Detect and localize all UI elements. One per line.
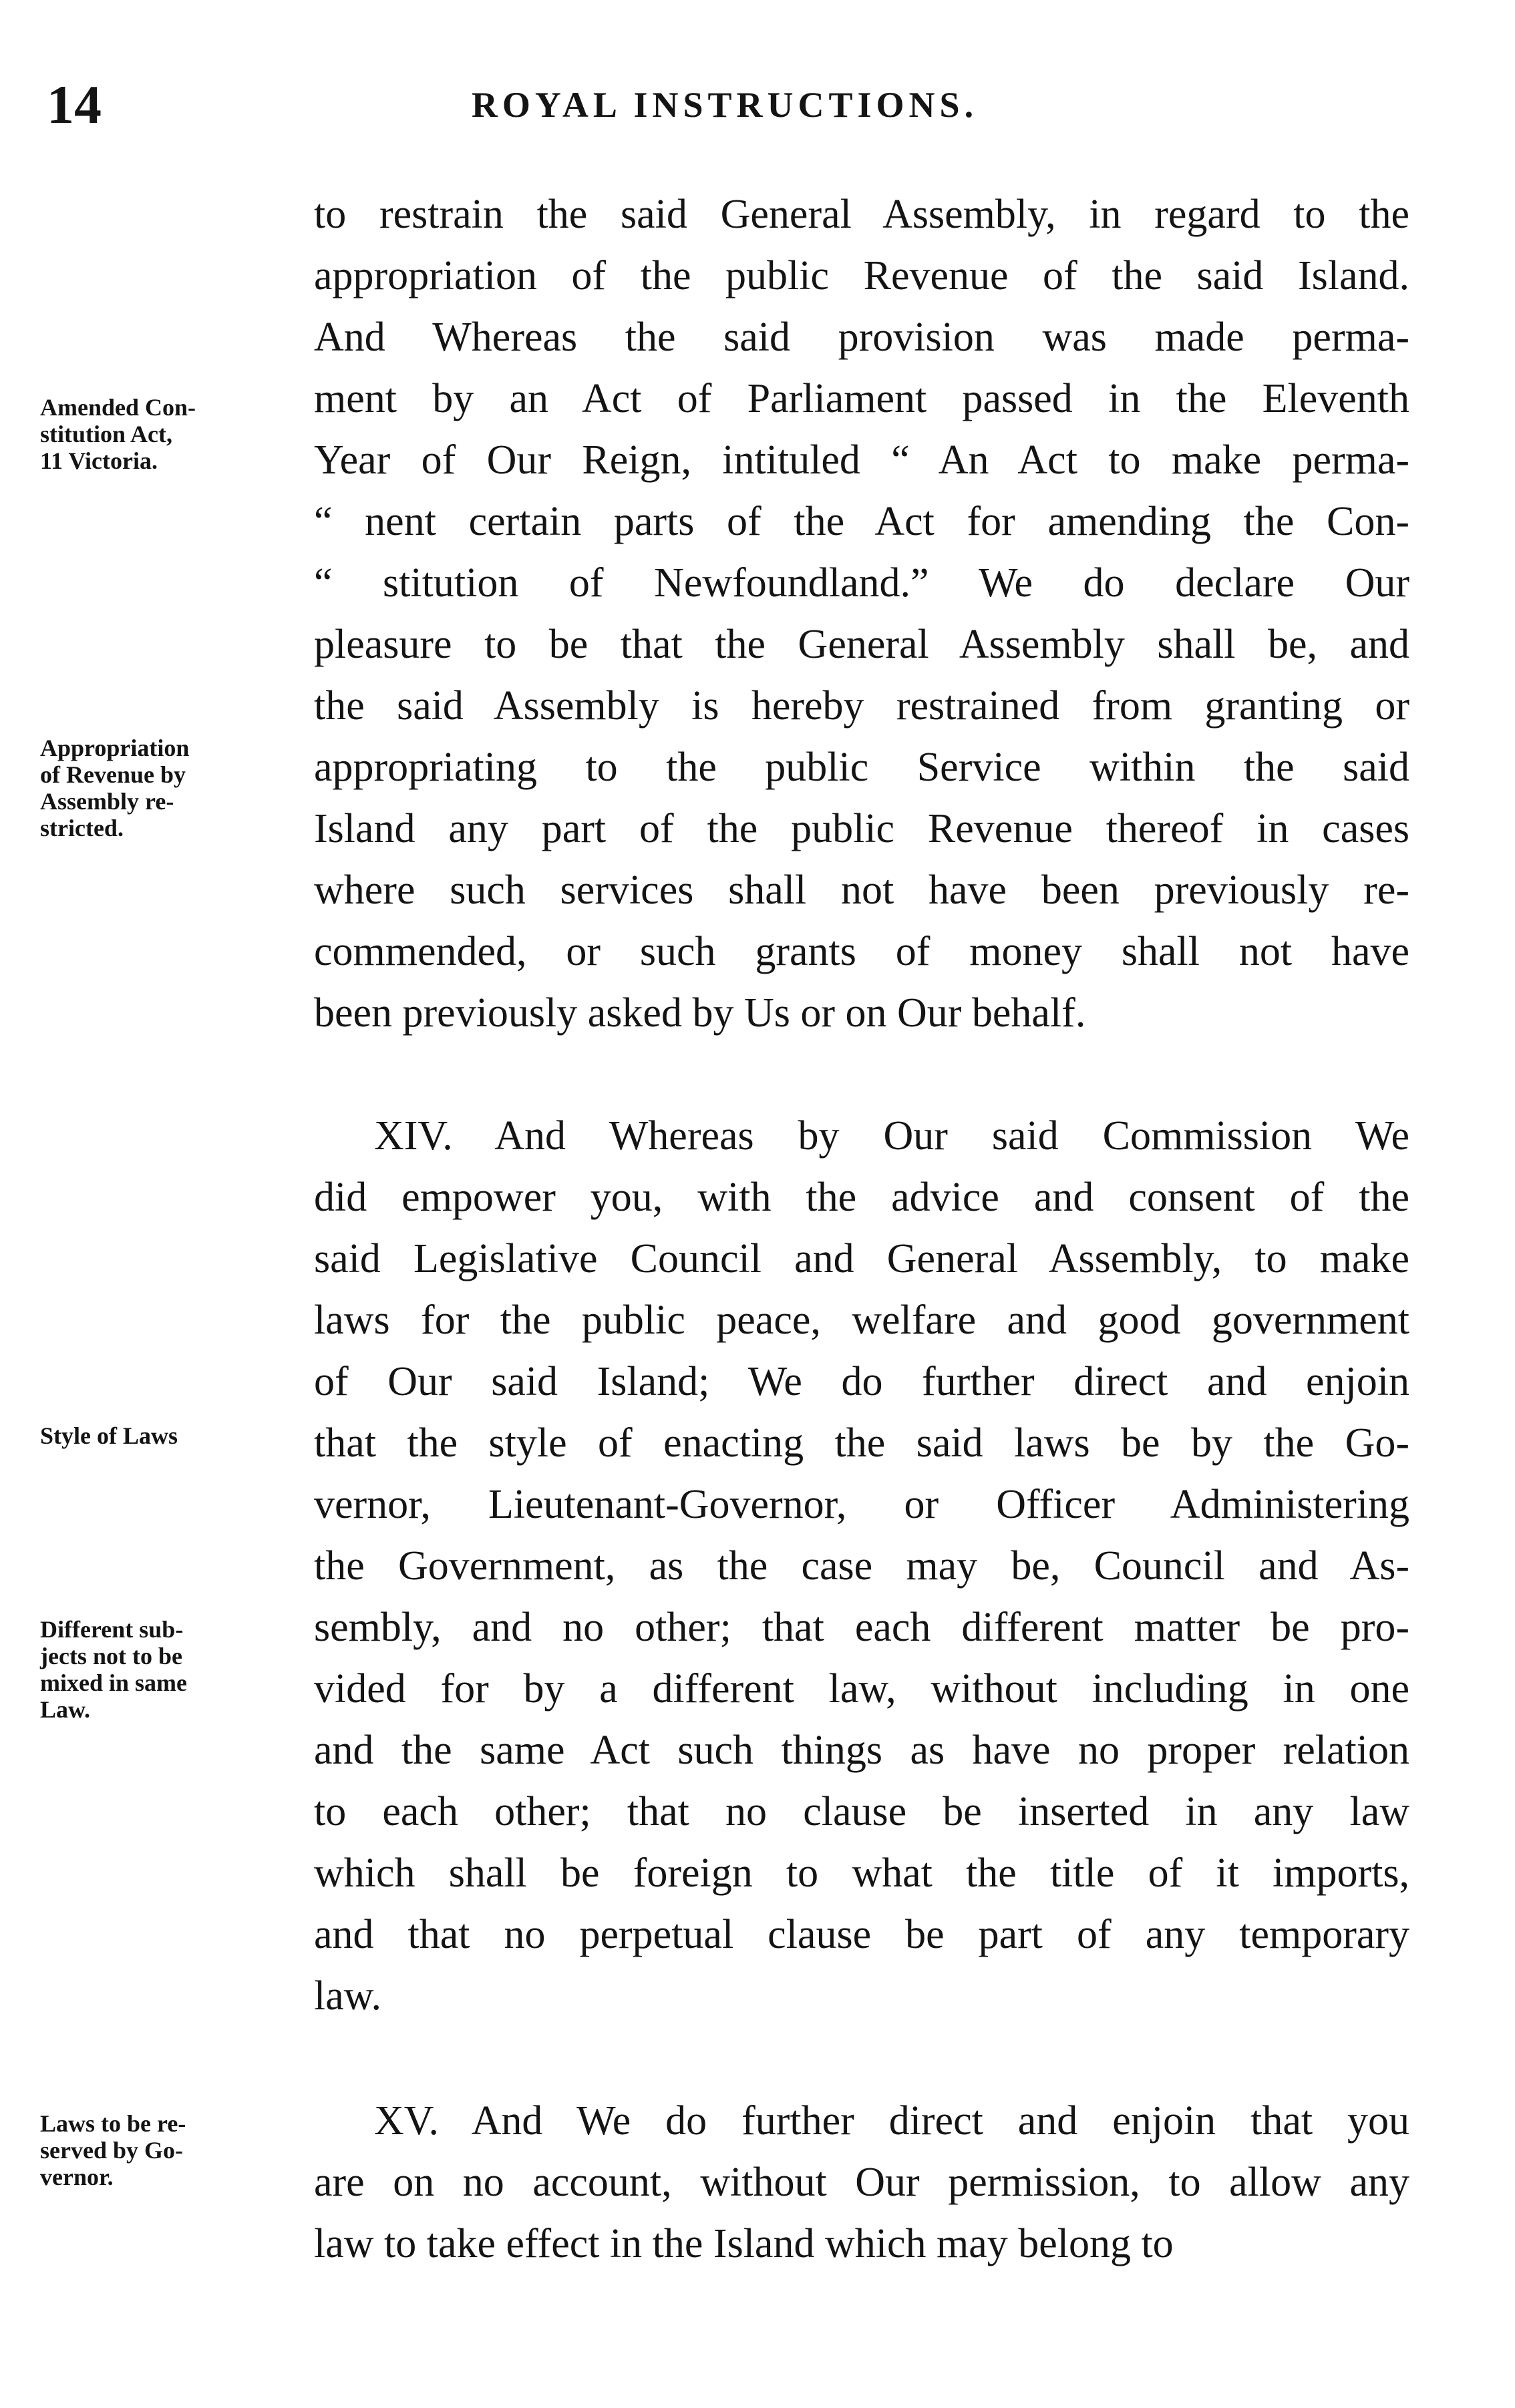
text-line: and the same Act such things as have no proper relation	[314, 1728, 1409, 1773]
margin-note-line: 11 Victoria.	[40, 447, 158, 474]
margin-note-line: of Revenue by	[40, 761, 186, 788]
text-line: sembly, and no other; that each different matter be pro-	[314, 1605, 1409, 1650]
text-line: appropriation of the public Revenue of the said Island.	[314, 253, 1409, 298]
text-line: pleasure to be that the General Assembly shall be, and	[314, 622, 1409, 667]
margin-note-line: stricted.	[40, 815, 124, 841]
margin-note-line: Law.	[40, 1696, 91, 1723]
text-line: and that no perpetual clause be part of any temporary	[314, 1912, 1409, 1957]
text-line: “ stitution of Newfoundland.” We do declare Our	[314, 560, 1409, 606]
text-line: that the style of enacting the said laws be by the Go-	[314, 1420, 1409, 1466]
text-line: law to take effect in the Island which may belong to	[314, 2221, 1174, 2266]
running-title: ROYAL INSTRUCTIONS.	[471, 85, 979, 125]
text-line: vernor, Lieutenant-Governor, or Officer Administering	[314, 1482, 1409, 1527]
text-line: commended, or such grants of money shall not have	[314, 929, 1409, 974]
text-line: Year of Our Reign, intituled “ An Act to make perma-	[314, 437, 1409, 483]
text-line: been previously asked by Us or on Our behalf.	[314, 990, 1086, 1036]
margin-note-line: Assembly re-	[40, 788, 174, 815]
text-line: laws for the public peace, welfare and good government	[314, 1297, 1409, 1343]
text-line: the said Assembly is hereby restrained from granting or	[314, 683, 1409, 729]
text-line: appropriating to the public Service within the said	[314, 745, 1409, 790]
text-line: vided for by a different law, without including in one	[314, 1666, 1409, 1712]
margin-note-line: stitution Act,	[40, 421, 172, 447]
paragraph-xv	[314, 2090, 1409, 2274]
margin-note-line: Laws to be re-	[40, 2110, 186, 2137]
margin-note-line: Different sub-	[40, 1616, 184, 1643]
margin-note-amended-constitution	[40, 394, 321, 474]
paragraph-1	[314, 184, 1409, 1044]
margin-note-line: mixed in same	[40, 1669, 187, 1696]
text-line: And Whereas the said provision was made perma-	[314, 315, 1409, 360]
margin-note-line: vernor.	[40, 2164, 114, 2190]
text-line: the Government, as the case may be, Council and As-	[314, 1543, 1409, 1589]
page-number: 14	[47, 74, 102, 135]
text-line: Island any part of the public Revenue thereof in cases	[314, 806, 1409, 851]
margin-note-line: served by Go-	[40, 2137, 183, 2164]
margin-note-style-of-laws	[40, 1422, 321, 1449]
text-line: to restrain the said General Assembly, in regard to the	[314, 192, 1409, 237]
text-line: XV. And We do further direct and enjoin that you	[374, 2098, 1409, 2144]
paragraph-xiv	[314, 1105, 1409, 2027]
text-line: “ nent certain parts of the Act for amending the Con-	[314, 499, 1409, 544]
text-line: where such services shall not have been previously re-	[314, 867, 1409, 913]
text-line: did empower you, with the advice and consent of the	[314, 1175, 1409, 1220]
text-line: XIV. And Whereas by Our said Commission We	[374, 1113, 1409, 1159]
text-line: said Legislative Council and General Assembly, to make	[314, 1236, 1409, 1281]
text-line: of Our said Island; We do further direct and enjoin	[314, 1359, 1409, 1404]
margin-note-different-subjects	[40, 1616, 321, 1723]
text-line: are on no account, without Our permission, to allow any	[314, 2160, 1409, 2205]
page-header	[40, 73, 1409, 134]
margin-note-line: Amended Con-	[40, 394, 196, 421]
margin-note-appropriation	[40, 735, 321, 841]
margin-note-line: Appropriation	[40, 735, 190, 761]
text-line: which shall be foreign to what the title of it imports,	[314, 1850, 1409, 1896]
margin-note-laws-reserved	[40, 2110, 321, 2190]
text-line: to each other; that no clause be inserted in any law	[314, 1789, 1409, 1834]
margin-note-line: Style of Laws	[40, 1422, 178, 1449]
text-line: law.	[314, 1973, 381, 2019]
margin-note-line: jects not to be	[40, 1643, 182, 1669]
text-line: ment by an Act of Parliament passed in the Eleventh	[314, 376, 1409, 421]
